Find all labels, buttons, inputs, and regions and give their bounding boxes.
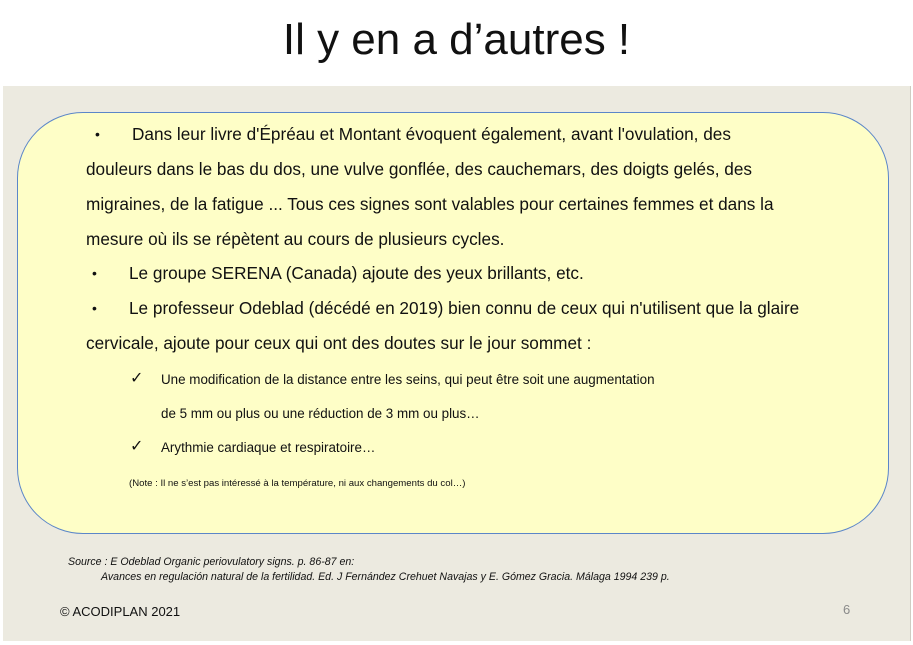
source-line-2: Avances en regulación natural de la fertilidad. Ed. J Fernández Crehuet Navajas y E. Gómez Gracia. Málaga 1994 239 p. <box>101 571 670 583</box>
bullet-3-line-2: cervicale, ajoute pour ceux qui ont des doutes sur le jour sommet : <box>86 333 592 353</box>
bullet-1-line-3: migraines, de la fatigue ... Tous ces signes sont valables pour certaines femmes et dans la <box>86 194 774 214</box>
checkmark-icon: ✓ <box>130 370 144 387</box>
bullet-3-line-1: Le professeur Odeblad (décédé en 2019) bien connu de ceux qui n'utilisent que la glaire <box>129 298 800 318</box>
title-area <box>0 0 913 86</box>
note-text: (Note : Il ne s’est pas intéressé à la température, ni aux changements du col…) <box>129 478 466 489</box>
bullet-icon: • <box>95 126 100 142</box>
sub-item-1-line-2: de 5 mm ou plus ou une réduction de 3 mm ou plus… <box>161 406 480 421</box>
copyright: © ACODIPLAN 2021 <box>60 604 181 619</box>
bullet-icon: • <box>92 265 97 281</box>
slide-title: Il y en a d’autres ! <box>282 15 631 64</box>
checkmark-icon: ✓ <box>130 438 144 455</box>
sub-item-1-line-1: Une modification de la distance entre les seins, qui peut être soit une augmentation <box>161 372 655 387</box>
bullet-1-line-1: Dans leur livre d'Épréau et Montant évoquent également, avant l'ovulation, des <box>132 124 731 144</box>
bullet-icon: • <box>92 300 97 316</box>
bullet-1-line-4: mesure où ils se répètent au cours de plusieurs cycles. <box>86 229 505 249</box>
source-line-1: Source : E Odeblad Organic periovulatory signs. p. 86-87 en: <box>68 556 355 568</box>
bullet-2-line-1: Le groupe SERENA (Canada) ajoute des yeux brillants, etc. <box>129 263 584 283</box>
sub-item-2-line-1: Arythmie cardiaque et respiratoire… <box>161 440 376 455</box>
bullet-1-line-2: douleurs dans le bas du dos, une vulve gonflée, des cauchemars, des doigts gelés, des <box>86 159 752 179</box>
page-number: 6 <box>843 602 851 617</box>
